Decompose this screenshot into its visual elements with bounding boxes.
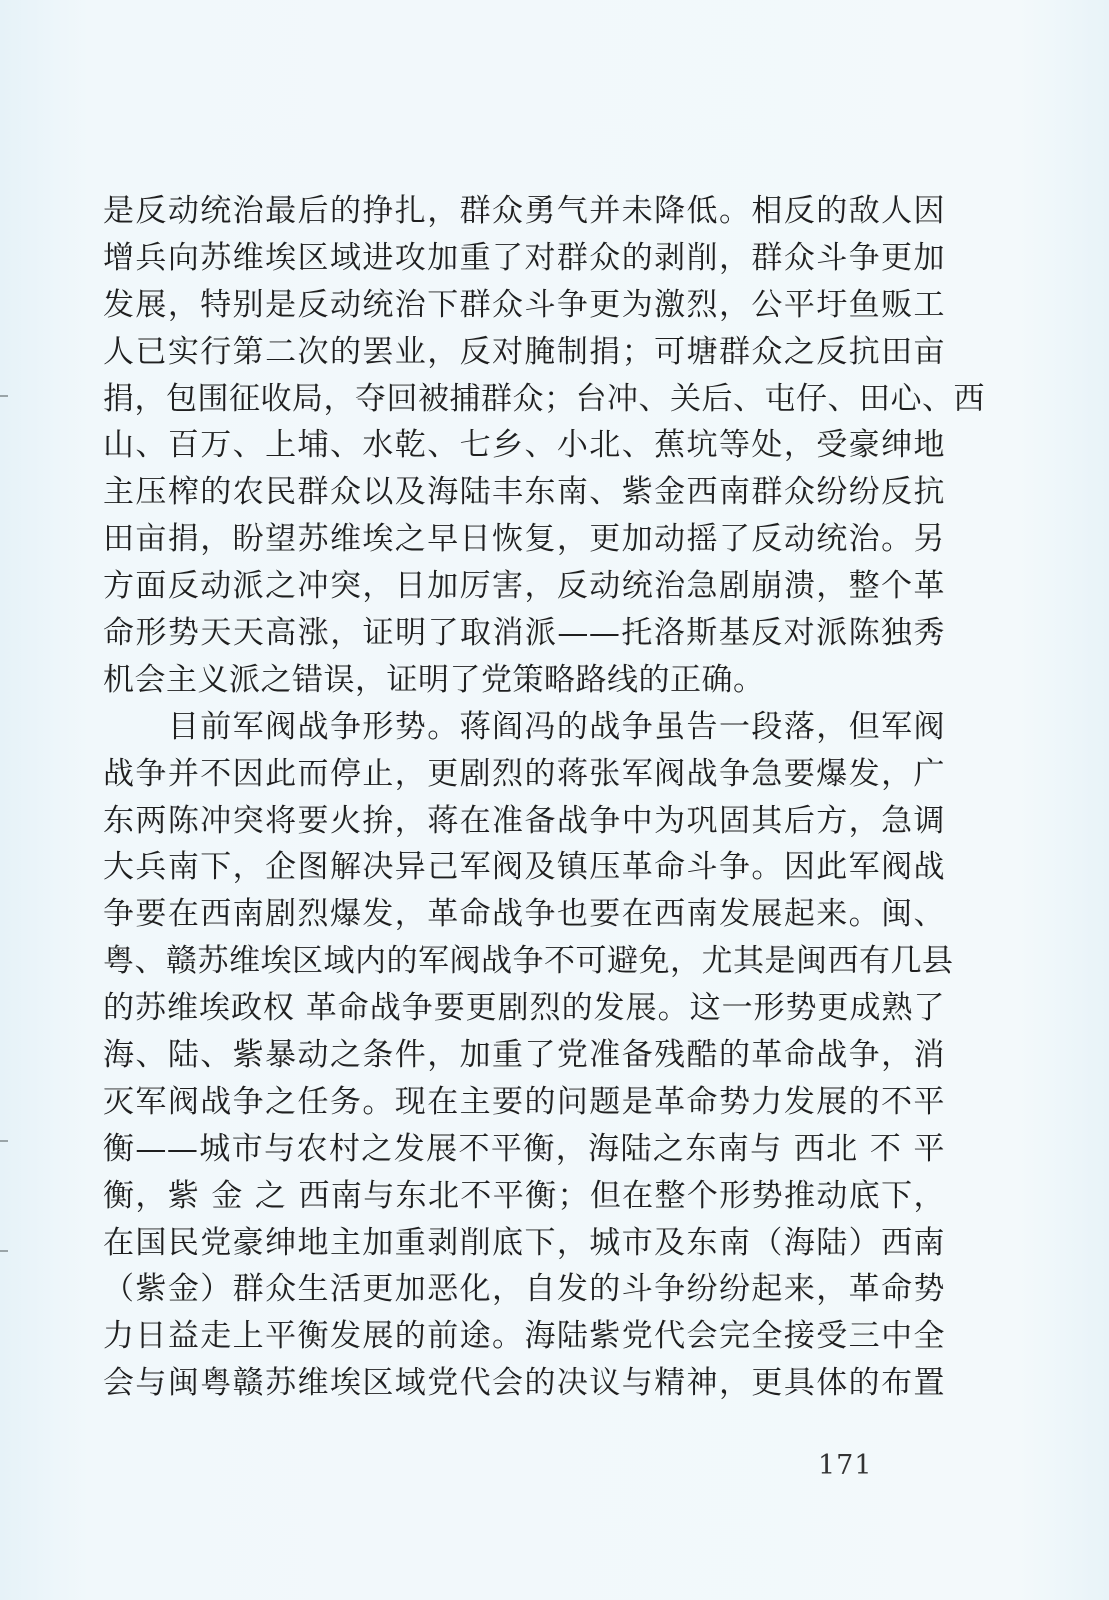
text-line: 争要在西南剧烈爆发，革命战争也要在西南发展起来。闽、: [103, 896, 945, 933]
text-line: （紫金）群众生活更加恶化，自发的斗争纷纷起来，革命势: [103, 1271, 945, 1308]
text-line: 山、百万、上埔、水乾、七乡、小北、蕉坑等处，受豪绅地: [103, 427, 945, 464]
text-line: 海、陆、紫暴动之条件，加重了党准备残酷的革命战争，消: [103, 1037, 945, 1074]
text-line: 力日益走上平衡发展的前途。海陆紫党代会完全接受三中全: [103, 1318, 945, 1355]
text-line: 增兵向苏维埃区域进攻加重了对群众的剥削，群众斗争更加: [103, 239, 945, 276]
text-line: 目前军阀战争形势。蒋阎冯的战争虽告一段落，但军阀: [103, 708, 945, 745]
text-line: 田亩捐，盼望苏维埃之早日恢复，更加动摇了反动统治。另: [103, 521, 945, 558]
text-line: 大兵南下，企图解决异己军阀及镇压革命斗争。因此军阀战: [103, 849, 945, 886]
text-line: 衡——城市与农村之发展不平衡，海陆之东南与 西北 不 平: [103, 1130, 945, 1167]
text-line: 机会主义派之错误，证明了党策略路线的正确。: [103, 661, 765, 698]
text-line: 发展，特别是反动统治下群众斗争更为激烈，公平圩鱼贩工: [103, 286, 945, 323]
text-line: 粤、赣苏维埃区域内的军阀战争不可避免，尤其是闽西有几县: [103, 943, 954, 980]
scan-edge-mark: [0, 1140, 8, 1142]
text-line: 战争并不因此而停止，更剧烈的蒋张军阀战争急要爆发，广: [103, 755, 945, 792]
page-number: 171: [818, 1450, 873, 1481]
text-line: 方面反动派之冲突，日加厉害，反动统治急剧崩溃，整个革: [103, 568, 945, 605]
text-line: 捐，包围征收局，夺回被捕群众；台冲、关后、屯仔、田心、西: [103, 380, 985, 417]
paragraph-1: [103, 188, 985, 704]
text-line: 衡，紫 金 之 西南与东北不平衡；但在整个形势推动底下，: [103, 1177, 945, 1214]
text-line: 主压榨的农民群众以及海陆丰东南、紫金西南群众纷纷反抗: [103, 474, 945, 511]
text-line: 灭军阀战争之任务。现在主要的问题是革命势力发展的不平: [103, 1083, 945, 1120]
paragraph-2: [103, 704, 954, 1407]
text-line: 人已实行第二次的罢业，反对腌制捐；可塘群众之反抗田亩: [103, 333, 945, 370]
text-line: 的苏维埃政权 革命战争要更剧烈的发展。这一形势更成熟了: [103, 990, 945, 1027]
scan-edge-mark: [0, 395, 8, 397]
text-line: 是反动统治最后的挣扎，群众勇气并未降低。相反的敌人因: [103, 193, 945, 229]
body-text: [103, 188, 985, 1407]
scan-edge-mark: [0, 1250, 8, 1252]
text-line: 在国民党豪绅地主加重剥削底下，城市及东南（海陆）西南: [103, 1224, 945, 1261]
text-line: 会与闽粤赣苏维埃区域党代会的决议与精神，更具体的布置: [103, 1365, 945, 1402]
text-line: 命形势天天高涨，证明了取消派——托洛斯基反对派陈独秀: [103, 615, 945, 652]
text-line: 东两陈冲突将要火拚，蒋在准备战争中为巩固其后方，急调: [103, 802, 945, 839]
